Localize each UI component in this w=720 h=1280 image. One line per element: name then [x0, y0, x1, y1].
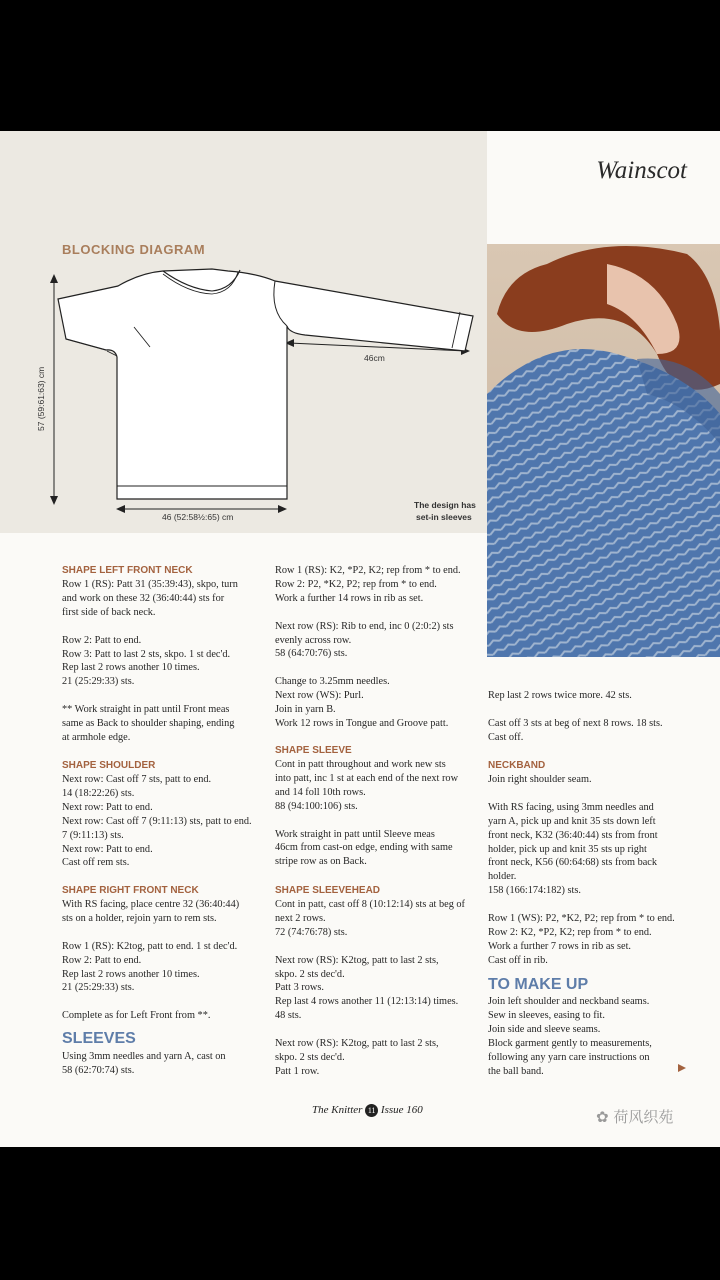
shape-right-front-neck-heading: SHAPE RIGHT FRONT NECK	[62, 885, 199, 896]
neckband-heading: NECKBAND	[488, 760, 546, 771]
page-footer	[312, 1104, 423, 1117]
shoulder-text: Next row: Cast off 7 sts, patt to end. 14 (18:22:26) sts. Next row: Patt to end. Next row: Cast off 7 (9:11:13) sts, patt to end. 7 (9:11:13) sts. Next row: Patt to end. Cast off rem sts.	[62, 774, 252, 869]
photo-illustration	[487, 244, 720, 657]
sleevehead-text: Cont in patt, cast off 8 (10:12:14) sts at beg of next 2 rows. 72 (74:76:78) sts. Next row (RS): K2tog, patt to last 2 sts, skpo. 2 sts dec'd. Patt 3 rows. Rep last 4 rows another 11 (12:13:14) times. 48 sts. Next row (RS): K2tog, patt to last 2 sts, skpo. 2 sts dec'd. Patt 1 row.	[275, 899, 465, 1077]
neckband-text: Join right shoulder seam. With RS facing, using 3mm needles and yarn A, pick up and knit 35 sts down left front neck, K32 (36:40:44) sts from front holder, pick up and knit 35 sts up right front neck, K56 (60:64:68) sts from back holder. 158 (166:174:182) sts. Row 1 (WS): P2, *K2, P2; rep from * to end. Row 2: K2, *P2, K2; rep from * to end. Work a further 7 rows in rib as set. Cast off in rib.	[488, 774, 675, 966]
design-note-line2: set-in sleeves	[416, 512, 472, 522]
blocking-diagram-heading: BLOCKING DIAGRAM	[62, 242, 206, 257]
sleeves-heading: SLEEVES	[62, 1030, 136, 1047]
continue-arrow-icon	[678, 1064, 686, 1072]
sleeve-measurement: 46cm	[364, 353, 385, 363]
left-front-neck-text: Row 1 (RS): Patt 31 (35:39:43), skpo, turn and work on these 32 (36:40:44) sts for first side of back neck. Row 2: Patt to end. Row 3: Patt to last 2 sts, skpo. 1 st dec'd. Rep last 2 rows another 10 times. 21 (25:29:33) sts. ** Work straight in patt until Front meas same as Back to shoulder shaping, ending at armhole edge.	[62, 579, 238, 743]
shape-shoulder-heading: SHAPE SHOULDER	[62, 760, 156, 771]
watermark-text: 荷风织苑	[613, 1108, 674, 1126]
design-note-line1: The design has	[414, 500, 476, 510]
sleeves-text: Using 3mm needles and yarn A, cast on 58 (62:70:74) sts.	[62, 1051, 226, 1076]
pattern-title: Wainscot	[596, 157, 687, 184]
height-measurement: 57 (59:61:63) cm	[36, 366, 46, 431]
right-front-neck-text: With RS facing, place centre 32 (36:40:44) sts on a holder, rejoin yarn to rem sts. Row 1 (RS): K2tog, patt to end. 1 st dec'd. Row 2: Patt to end. Rep last 2 rows another 10 times. 21 (25:29:33) sts. Complete as for Left Front from **.	[62, 899, 240, 1022]
sleeve-rib-text: Row 1 (RS): K2, *P2, K2; rep from * to end. Row 2: P2, *K2, P2; rep from * to end. Work a further 14 rows in rib as set. Next row (RS): Rib to end, inc 0 (2:0:2) sts evenly across row. 58 (64:70:76) sts. Change to 3.25mm needles. Next row (WS): Purl. Join in yarn B. Work 12 rows in Tongue and Groove patt.	[275, 565, 461, 729]
width-measurement: 46 (52:58½:65) cm	[162, 512, 234, 522]
watermark	[596, 1106, 673, 1127]
magazine-page	[0, 131, 720, 1147]
to-make-up-heading: TO MAKE UP	[488, 976, 589, 993]
watermark-icon: ✿	[596, 1108, 609, 1126]
page-number: 11	[365, 1104, 378, 1117]
magazine-name: The Knitter	[312, 1104, 363, 1117]
blocking-diagram-panel	[0, 131, 487, 533]
make-up-text: Join left shoulder and neckband seams. Sew in sleeves, easing to fit. Join side and sleeve seams. Block garment gently to measurements, following any yarn care instructions on the ball band.	[488, 996, 652, 1077]
shape-sleeve-heading: SHAPE SLEEVE	[275, 745, 352, 756]
issue-number: Issue 160	[380, 1104, 423, 1117]
model-photo	[487, 244, 720, 657]
shape-left-front-neck-heading: SHAPE LEFT FRONT NECK	[62, 565, 193, 576]
shape-sleeve-text: Cont in patt throughout and work new sts into patt, inc 1 st at each end of the next row and 14 foll 10th rows. 88 (94:100:106) sts. Work straight in patt until Sleeve meas 46cm from cast-on edge, ending with same stripe row as on Back.	[275, 759, 459, 868]
sweater-schematic	[0, 131, 487, 533]
sleevehead-continued-text: Rep last 2 rows twice more. 42 sts. Cast off 3 sts at beg of next 8 rows. 18 sts. Cast off.	[488, 690, 663, 743]
shape-sleevehead-heading: SHAPE SLEEVEHEAD	[275, 885, 381, 896]
